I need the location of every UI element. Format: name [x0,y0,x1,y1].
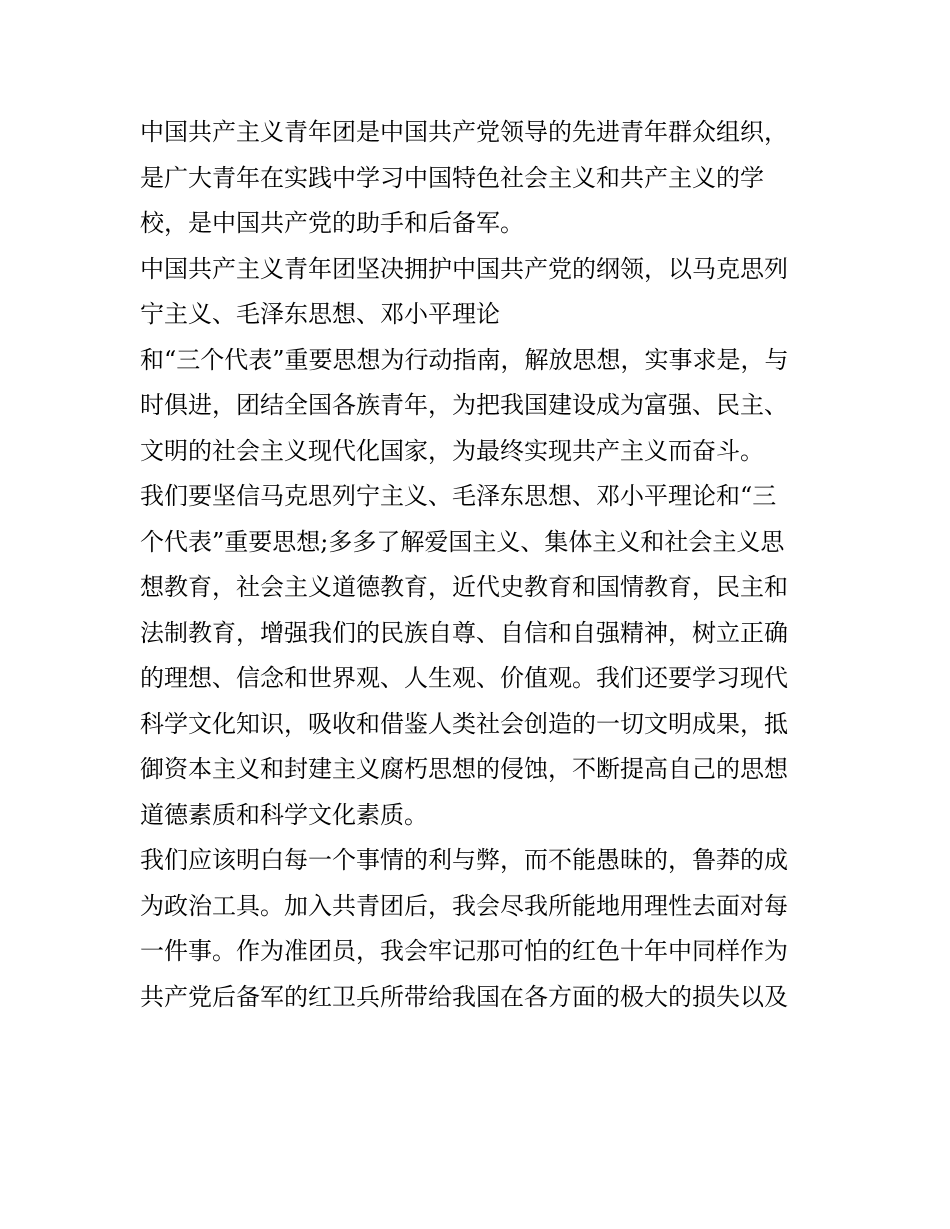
text-line: 是广大青年在实践中学习中国特色社会主义和共产主义的学 [140,163,764,192]
text-line: 一件事。作为准团员，我会牢记那可怕的红色十年中同样作为 [140,937,788,965]
text-line: 和“三个代表”重要思想为行动指南，解放思想，实事求是，与 [140,345,789,374]
text-line: 想教育，社会主义道德教育，近代史教育和国情教育，民主和 [140,573,788,601]
text-line: 个代表”重要思想;多多了解爱国主义、集体主义和社会主义思 [140,527,785,556]
text-line: 科学文化知识，吸收和借鉴人类社会创造的一切文明成果，抵 [140,709,788,738]
text-line: 文明的社会主义现代化国家，为最终实现共产主义而奋斗。 [140,436,764,465]
text-line: 中国共产主义青年团坚决拥护中国共产党的纲领，以马克思列 [140,254,788,283]
text-line: 为政治工具。加入共青团后，我会尽我所能地用理性去面对每 [140,891,788,920]
text-line: 的理想、信念和世界观、人生观、价值观。我们还要学习现代 [140,664,788,692]
text-line: 我们应该明白每一个事情的利与弊，而不能愚昧的，鲁莽的成 [140,846,788,874]
text-line: 道德素质和科学文化素质。 [140,800,428,829]
document-body [140,110,820,1020]
text-line: 法制教育，增强我们的民族自尊、自信和自强精神，树立正确 [140,618,788,647]
text-line: 共产党后备军的红卫兵所带给我国在各方面的极大的损失以及 [140,982,788,1011]
text-line: 御资本主义和封建主义腐朽思想的侵蚀，不断提高自己的思想 [140,755,788,783]
text-line: 宁主义、毛泽东思想、邓小平理论 [140,300,500,328]
text-line: 中国共产主义青年团是中国共产党领导的先进青年群众组织， [140,118,788,146]
text-line: 校，是中国共产党的助手和后备军。 [140,209,524,237]
text-line: 时俱进，团结全国各族青年，为把我国建设成为富强、民主、 [140,391,788,419]
text-line: 我们要坚信马克思列宁主义、毛泽东思想、邓小平理论和“三 [140,482,777,510]
